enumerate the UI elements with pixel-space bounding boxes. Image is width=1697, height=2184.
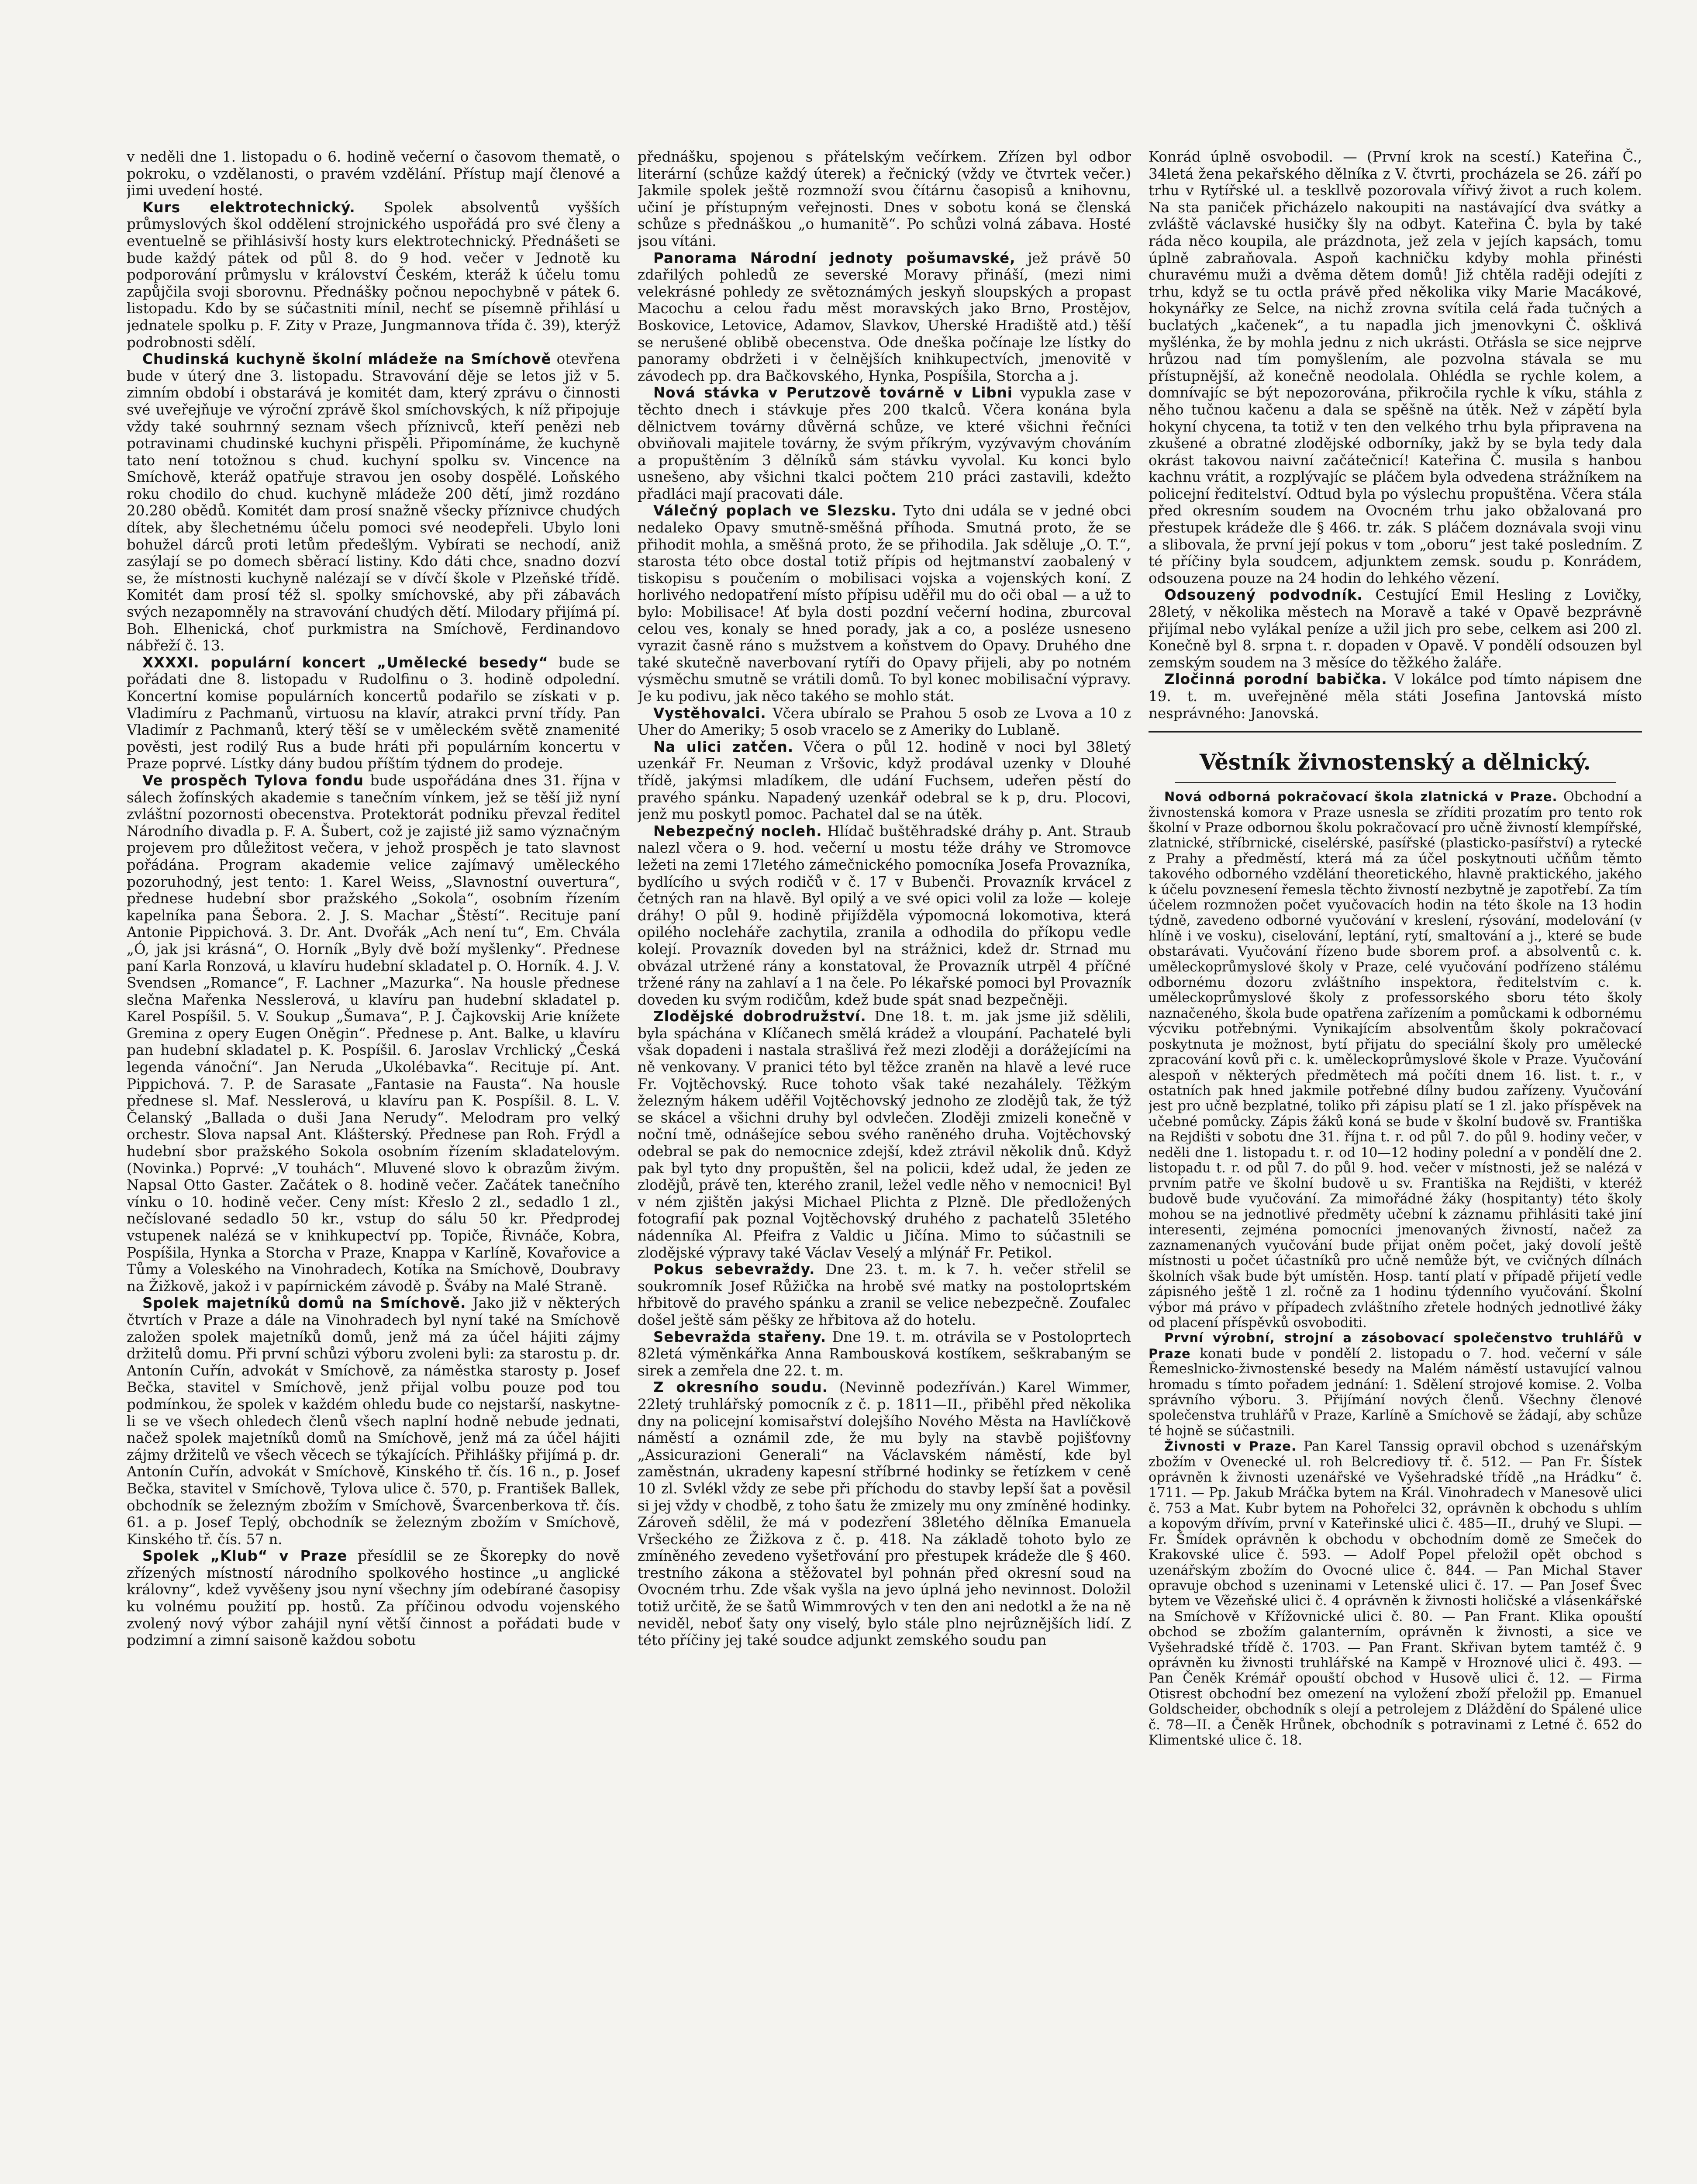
- article-body: jež právě 50 zdařilých pohledů ze severské Moravy přináší, (mezi nimi velekrásné pohledy ze světoznámých jeskyň sloupských a propast Macochu a celou řadu měst moravských jako Brno, Prostějov, Boskovice, Letovice, Adamov, Slavkov, Uherské Hradiště atd.) těší se nerušené oblibě obecenstva. Ode dneška počínaje lze lístky do panoramy obdržeti i v čelnějších knihkupectvích, jmenovitě v závodech pp. dra Bačkovského, Hynka, Pospíšila, Storcha a j.: [638, 249, 1131, 384]
- article-body: Včera o půl 12. hodině v noci byl 38letý uzenkář Fr. Neuman z Vršovic, když prodával uzenky v Dlouhé třídě, jakýmsi mladíkem, dle udání Fuchsem, udeřen pěstí do pravého spánku. Napadený uzenkář odebral se k p, dru. Plocovi, jenž mu poskytl pomoc. Pachatel dal se na útěk.: [638, 738, 1131, 823]
- column-3-news: [1149, 149, 1642, 722]
- columns: [127, 149, 1642, 2184]
- article-paragraph: [638, 250, 1131, 385]
- article-heading: Nová stávka v Perutzově továrně v Libni: [653, 384, 1013, 401]
- article-paragraph: [127, 351, 620, 654]
- article-heading: Nebezpečný nocleh.: [653, 822, 822, 840]
- article-body: bude uspořádána dnes 31. října v sálech žofínských akademie s tanečním vínkem, jež se těší již nyní zvláštní pozornosti obecenstva. Protektorát podniku převzal ředitel Národního divadla p. F. A. Šubert, což je zajisté již samo význačným projevem pro důležitost večera, v jehož prospěch je tato slavnost pořádána. Program akademie velice zajímavý uměleckého pozoruhodný, jest tento: 1. Karel Weiss, „Slavnostní ouvertura“, přednese hudební sbor pražského „Sokola“, osobním řízením kapelníka pana Šebora. 2. J. S. Machar „Štěstí“. Recituje paní Antonie Pippichová. 3. Dr. Ant. Dvořák „Ach není tu“, Em. Chvála „Ó, jak jsi krásná“, O. Horník „Byly dvě boží myšlenky“. Přednese paní Karla Ronzová, u klavíru hudební skladatel p. O. Horník. 4. J. V. Svendsen „Romance“, F. Lachner „Mazurka“. Na housle přednese slečna Mařenka Nesslerová, u klavíru pan hudební skladatel p. Karel Pospíšil. 5. V. Soukup „Šumava“, P. J. Čajkovskij Arie knížete Gremina z opery Eugen Oněgin“. Přednese p. Ant. Balke, u klavíru pan hudební skladatel p. K. Pospíšil. 6. Jaroslav Vrchlický „Česká legenda vánoční“. Jan Neruda „Ukolébavka“. Recituje pí. Ant. Pippichová. 7. P. de Sarasate „Fantasie na Fausta“. Na housle přednese sl. Maf. Nesslerová, u klavíru pan K. Pospíšil. 8. L. V. Čelanský „Ballada o duši Jana Nerudy“. Melodram pro velký orchestr. Slova napsal Ant. Klášterský. Přednese pan Roh. Frýdl a hudební sbor pražského Sokola osobním řízením skladatelovým. (Novinka.) Poprvé: „V touhách“. Mluvené slovo k obrazům živým. Napsal Otto Gaster. Začátek o 8. hodině večer. Začátek tanečního vínku o 10. hodině večer. Ceny míst: Křeslo 2 zl., sedadlo 1 zl., nečíslované sedadlo 50 kr., vstup do sálu 50 kr. Předprodej vstupenek nalézá se v knihkupectví pp. Topiče, Řivnáče, Kobra, Pospíšila, Hynka a Storcha v Praze, Knappa v Karlíně, Kovařovice a Tůmy a Voleského na Vinohradech, Kotíka na Smíchově, Doubravy na Žižkově, jakož i v papírnickém závodě p. Šváby na Malé Straně.: [127, 772, 620, 1295]
- article-paragraph: [127, 654, 620, 772]
- article-body: Dne 23. t. m. k 7. h. večer střelil se soukromník Josef Růžička na hrobě své matky na postoloprtském hřbitově do pravého spánku a zranil se velice nebezpečně. Zoufalec došel ještě sám pěšky ze hřbitova až do hotelu.: [638, 1261, 1131, 1328]
- section-items: [1149, 789, 1642, 1748]
- column-1: [127, 149, 620, 2184]
- section-divider: [1149, 731, 1642, 733]
- article-body: otevřena bude v úterý dne 3. listopadu. Stravování děje se letos již v 5. zimním období i obstarává je komitét dam, který zprávu o činnosti své uveřejňuje ve výroční zprávě škol smíchovských, k níž připojuje vždy také souhrnný seznam všech příznivců, kteří penězi neb potravinami chudinské kuchyni přispěli. Připomínáme, že kuchyně tato není totožnou s chud. kuchyní spolku sv. Vincence na Smíchově, kteráž opatřuje stravou jen osoby dospělé. Loňského roku chodilo do chud. kuchyně mládeže 200 dětí, jimž rozdáno 20.280 obědů. Komitét dam prosí snažně všecky příznivce chudých dítek, aby šlechetnému účelu pomoci své neodepřeli. Ubylo loni bohužel dárců proti letům předešlým. Vybírati se nechodí, aniž zasýlají se po domech sběrací listiny. Kdo dáti chce, snadno dozví se, že místnosti kuchyně nalézají se v dívčí škole v Plzeňské třídě. Komitét dam prosí též sl. spolky smíchovské, aby při zábavách svých nezapomněly na stravování chudých dětí. Milodary přijímá pí. Boh. Elhenická, choť purkmistra na Smíchově, Ferdinandovo nábřeží č. 13.: [127, 351, 620, 654]
- article-heading: Nová odborná pokračovací škola zlatnická v Praze.: [1164, 789, 1558, 805]
- article-paragraph: [1149, 671, 1642, 722]
- article-heading: Pokus sebevraždy.: [653, 1261, 815, 1278]
- section-title: Věstník živnostenský a dělnický.: [1199, 749, 1591, 775]
- article-paragraph: [638, 149, 1131, 250]
- article-paragraph: [638, 1261, 1131, 1328]
- article-paragraph: [1149, 1330, 1642, 1439]
- article-paragraph: [638, 1008, 1131, 1261]
- article-heading: Ve prospěch Tylova fondu: [142, 772, 364, 789]
- article-heading: Zločinná porodní babička.: [1164, 671, 1387, 688]
- article-paragraph: [638, 1379, 1131, 1649]
- article-body: Konrád úplně osvobodil. — (První krok na scestí.) Kateřina Č., 34letá žena pekařského dělníka z V. čtvrti, procházela se 26. září po trhu v Rytířské ul. a teskllvě pozorovala vířivý život a ruch kolem. Na sta paniček přicházelo nakoupiti na nastávající dva svátky a zvláště václavské husičky šly na odbyt. Kateřina Č. byla by také ráda něco koupila, ale prázdnota, jež zela v jejích kapsách, tomu úplně zabraňovala. Aspoň kachničku kdyby mohla přinésti churavému muži a dvěma dětem domů! Již chtěla raději odejíti z trhu, když se tu octla právě před několika viky Marie Macákové, hokynářky ze Selce, na nichž zrovna svítila celá řada tučných a buclatých „kačenek“, a tu napadla jich jmenovkyni Č. ošklivá myšlénka, že by mohla jednu z nich ukrásti. Otřásla se sice nejprve hrůzou nad tím pomyšlením, ale pozvolna stávala se mu přístupnější, až konečně neodolala. Ohlédla se rychle kolem, a domnívajíc se být nepozorována, přikročila rychle k víku, stáhla z něho tučnou kačenu a dala se spěšně na útěk. Než v zápětí byla hokyní chycena, ta totiž v ten den velkého trhu byla připravena na zkušené a obratné zlodějské odborníky, jakž by se byla tedy dala okrást takovou naivní začátečnicí! Kateřina Č. musila s hanbou kachnu vrátit, a rozplývajíc se pláčem byla odvedena strážníkem na policejní ředitelství. Odtud byla po výslechu propuštěna. Včera stála před okresním soudem na Ovocném trhu jako obžalovaná pro přestupek krádeže dle § 466. tr. zák. S pláčem doznávala svoji vinu a slibovala, že první její pokus v tom „oboru“ jest také posledním. Z té příčiny byla soudcem, adjunktem zemsk. soudu p. Konrádem, odsouzena pouze na 24 hodin do lehkého vězení.: [1149, 149, 1642, 587]
- article-paragraph: [127, 199, 620, 351]
- article-heading: Zlodějské dobrodružství.: [653, 1008, 866, 1025]
- article-heading: Chudinská kuchyně školní mládeže na Smíchově: [142, 351, 552, 368]
- article-body: Spolek absolventů vyšších průmyslových škol oddělení strojnického uspořádá pro své členy a eventuelně se přihlásivší hosty kurs elektrotechnický. Přednášeti se bude každý pátek od půl 8. do 9 hod. večer v Jednotě ku podporování průmyslu v království Českém, kteráž k účelu tomu zapůjčila svoji sborovnu. Přednášky počnou nepochybně v pátek 6. listopadu. Kdo by se súčastniti mínil, nechť se písemně přihlásí u jednatele spolku p. F. Zity v Praze, Jungmannova třída č. 39), kterýž podrobnosti sdělí.: [127, 199, 620, 351]
- article-body: Jako již v některých čtvrtích v Praze a dále na Vinohradech byl nyní také na Smíchově založen spolek majetníků domů, jenž má za účel hájiti zájmy držitelů domu. Při první schůzi výboru zvoleni byli: za starostu p. dr. Antonín Cuřín, advokát v Smíchově, za náměstka starosty p. Josef Bečka, stavitel v Smíchově, jenž přijal volbu pouze pod tou podmínkou, že spolek v každém ohledu bude co nejstarší, naskytne-li se ve všech ohledech členů všech naplní hodně nebude jednati, načež spolek majetníků domů na Smíchově, jenž má za účel hájiti zájmy držitelů ve všech věcech se týkajících. Přihlášky přijímá p. dr. Antonín Cuřín, advokát v Smíchově, Kinského tř. čís. 16 n., p. Josef Bečka, stavitel v Smíchově, Tylova ulice č. 570, p. František Ballek, obchodník se železným zbožím v Smíchově, Švarcenberkova tř. čís. 61. a p. Josef Teplý, obchodník se železným zbožím v Smíchově, Kinského tř. čís. 57 n.: [127, 1295, 620, 1548]
- article-paragraph: [1149, 587, 1642, 671]
- article-paragraph: [638, 739, 1131, 823]
- article-body: bude se pořádati dne 8. listopadu v Rudolfinu o 3. hodině odpolední. Koncertní komise populárních koncertů podařilo se získati v p. Vladimíru z Pachmanů, virtuosu na klavír, atrakci první třídy. Pan Vladimír z Pachmanů, který těší se v uměleckém světě znamenité pověsti, jest rodilý Rus a bude hráti při populárním koncertu v Praze poprvé. Lístky dány budou příštím týdnem do prodeje.: [127, 654, 620, 772]
- article-heading: Spolek majetníků domů na Smíchově.: [142, 1295, 466, 1312]
- article-paragraph: [127, 1548, 620, 1649]
- article-paragraph: [638, 502, 1131, 705]
- column-2: [638, 149, 1131, 2184]
- article-body: Obchodní a živnostenská komora v Praze usnesla se zříditi prozatím pro tento rok školní v Praze odbornou školu pokračovací pro učně živností klempířské, zlatnické, stříbrnické, ciselérské, pasířské (plasticko-pasířství) a rytecké z Prahy a předměstí, která má za účel poskytnouti učňům těmto takového odborného vzdělání theoretického, hlavně praktického, jakého k účelu povznesení řemesla těchto živností nezbytně je zapotřebí. Za tím účelem rozmnožen počet vyučovacích hodin na této škole na 13 hodin týdně, zavedeno odborné vyučování v kreslení, rýsování, modelování (v hlíně i ve vosku), ciselování, leptání, rytí, smaltování a j., které se bude obstarávati. Vyučování řízeno bude sborem prof. a absolventů c. k. uměleckoprůmyslové školy v Praze, celé vyučování podřízeno stálému odbornému dozoru zvláštního inspektora, ředitelstvím c. k. uměleckoprůmyslové školy z professorského sboru této školy naznačeného, škola bude opatřena zařízením a pomůckami k odbornému výcviku potřebnými. Vynikajícím absolventům školy pokračovací poskytnuta je možnost, bytí přijatu do speciální školy pro umělecké zpracování kovů při c. k. uměleckoprůmyslové škole v Praze. Vyučování alespoň v některých předmětech má počíti dnem 16. list. t. r., v ostatních pak hned jakmile potřebné dílny budou zařízeny. Vyučování jest pro učně bezplatné, toliko při zápisu platí se 1 zl. jako příspěvek na učebné pomůcky. Zápis žáků koná se bude v školní budově sv. Františka na Rejdišti v sobotu dne 31. října t. r. od půl 7. do půl 9. hodiny večer, v neděli dne 1. listopadu t. r. od 10—12 hodiny polední a v pondělí dne 2. listopadu t. r. od půl 7. do půl 9. hod. večer v místnosti, jež se nalézá v prvním patře ve školní budově u sv. Františka na Rejdišti, v kteréž budově bude vyučování. Za mimořádné žáky (hospitanty) této školy mohou se na jednotlivé předměty učební k záznamu přihlásiti také jiní interesenti, zejména pomocníci jmenovaných živností, načež za zaznamenaných vyučování bude přijat oněm počet, jaký dovolí ještě místnosti u počet účastníků pro učně nemůže být, ve cvičných dílnách školních však bude být umístěn. Hosp. tantí platí v případě přijetí vedle zápisného ještě 1 zl. ročně za 1 hodinu týdenního vyučování. Školní výbor má právo v případech zvláštního zřetele hodných jednotlivé žáky od placení příspěvků osvoboditi.: [1149, 789, 1642, 1330]
- article-body: V lokálce pod tímto nápisem dne 19. t. m. uveřejněné měla státi Josefina Jantovská místo nesprávného: Janovská.: [1149, 671, 1642, 722]
- article-heading: První výrobní, strojní a zásobovací společenstvo truhlářů v Praze: [1149, 1330, 1642, 1361]
- article-heading: Panorama Národní jednoty pošumavské,: [653, 249, 1016, 266]
- article-heading: Sebevražda stařeny.: [653, 1328, 827, 1345]
- article-body: Dne 18. t. m. jak jsme již sdělili, byla spáchána v Klíčanech smělá krádež a vloupání. Pachatelé byli však dopadeni i nastala strašlivá řež mezi zloději a dorážejícími na ně venkovany. V pranici této byl těžce zraněn na hlavě a levé ruce Fr. Vojtěchovský. Ruce tohoto však také nezahálely. Těžkým železným hákem uděřil Vojtěchovský jednoho ze zlodějů tak, že týž se skácel a všichni druhy byl odvlečen. Zloději zmizeli konečně v noční tmě, odnášejíce sebou svého raněného druha. Vojtěchovský odebral se pak do nemocnice zdejší, kdež ztrávil několik dnů. Když pak byl tyto dny propuštěn, šel na policii, kdež udal, že jeden ze zlodějů, právě ten, kterého zranil, ležel vedle něho v nemocnici! Byl v ném zjištěn jakýsi Michael Plichta z Plzně. Dle předložených fotografií pak poznal Vojtěchovský druhého z pachatelů 35letého nádenníka Al. Pfeifra z Valdic u Jičína. Mimo to súčastnili se zlodějské výpravy také Václav Veselý a mlýnář Fr. Petikol.: [638, 1008, 1131, 1261]
- article-paragraph: [1149, 789, 1642, 1330]
- article-heading: Z okresního soudu.: [653, 1379, 828, 1396]
- section-title-rule: [1175, 782, 1616, 783]
- article-body: Cestující Emil Hesling z Lovičky, 28letý, v několika městech na Moravě a také v Opavě bezprávně přijímal nebo vylákal peníze a užil jich pro sebe, celkem asi 200 zl. Konečně byl 8. srpna t. r. dopaden v Opavě. V pondělí odsouzen byl zemským soudem na 3 měsíce do těžkého žaláře.: [1149, 587, 1642, 671]
- article-heading: Válečný poplach ve Slezsku.: [653, 502, 897, 519]
- article-heading: Na ulici zatčen.: [653, 738, 794, 755]
- article-body: Dne 19. t. m. otrávila se v Postoloprtech 82letá výměnkářka Anna Rambousková kostíkem, seškrabaným se sirek a zemřela dne 22. t. m.: [638, 1328, 1131, 1379]
- article-body: Pan Karel Tanssig opravil obchod s uzenářským zbožím v Ovenecké ul. roh Belcrediovy tř. č. 512. — Pan Fr. Šístek oprávněn k živnosti uzenářské ve Vyšehradské třídě „na Hrádku“ č. 1711. — Pp. Jakub Mráčka bytem na Král. Vinohradech v Manesově ulici č. 753 a Mat. Kubr bytem na Pohořelci 32, oprávněn k obchodu s uhlím a kopovým dřívím, první v Kateřinské ulici č. 485—II., druhý ve Slupi. — Fr. Šmídek oprávněn k obchodu v obchodním domě ze Smeček do Krakovské ulice č. 593. — Adolf Popel přeložil opět obchod s uzenářským zbožím do Ovocné ulice č. 844. — Pan Michal Staver opravuje obchod s uzeninami v Letenské ulici č. 17. — Pan Josef Švec bytem ve Vězeňské ulici č. 4 oprávněn k živnosti holičské a vlásenkářské na Smíchově v Křížovnické ulici č. 80. — Pan Frant. Klika opouští obchod se zbožím galanterním, oprávněn k živnosti, a sice ve Vyšehradské třídě č. 1703. — Pan Frant. Skřivan bytem tamtéž č. 9 oprávněn ku živnosti truhlářské na Kampě v Hroznové ulici č. 493. — Pan Čeněk Krémář opouští obchod v Husově ulici č. 12. — Firma Otisrest obchodní bez omezení na vyložení zboží přeložil pp. Emanuel Goldscheider, obchodník s olejí a petrolejem z Dláždění do Spálené ulice č. 78—II. a Čeněk Hrůnek, obchodník s potravinami z Letné č. 652 do Klimentské ulice č. 18.: [1149, 1439, 1642, 1748]
- article-body: Hlídač buštěhradské dráhy p. Ant. Straub nalezl včera o 9. hod. večerní u mostu téže dráhy ve Stromovce ležeti na zemi 17letého zámečnického pomocníka Josefa Provazníka, bydlícího u svých rodičů v č. 17 v Bubenči. Provazník krvácel z četných ran na hlavě. Byl opilý a ve své opici volil za lože — koleje dráhy! O půl 9. hodině přijížděla výpomocná lokomotiva, která opilého nocleháře zachytila, zranila a odhodila do příkopu vedle kolejí. Provazník doveden byl na strážnici, kdež dr. Strnad mu obvázal utržené rány a konstatoval, že Provazník utrpěl 4 příčné tržené rány na zahlaví a 1 na čele. Po lékařské pomoci byl Provazník doveden ku svým rodičům, kdež bude spát snad bezpečněji.: [638, 822, 1131, 1008]
- article-body: Tyto dni udála se v jedné obci nedaleko Opavy smutně-směšná příhoda. Smutná proto, že se přihodit mohla, a směšná proto, že se přihodila. Jak sděluje „O. T.“, starosta této obce dostal totiž přípis od hejtmanství zaobalený v tiskopisu s poučením o mobilisaci vojska a vojenských koní. Z horlivého nedopatření místo přípisu uděřil mu do oči obal — a už to bylo: Mobilisace! Ať byla dosti pozdní večerní hodina, zburcoval celou ves, konaly se hned porady, jak a co, a posléze usneseno vyrazit časně ráno s mužstvem a koňstvem do Opavy. Druhého dne také skutečně naverbovaní rytíři do Opavy přijeli, aby po notném výsměchu smutně se vrátili domů. To byl konec mobilisační výpravy. Je ku podivu, jak něco takého se mohlo stát.: [638, 502, 1131, 705]
- article-heading: Živnosti v Praze.: [1164, 1439, 1297, 1454]
- article-paragraph: [638, 823, 1131, 1009]
- article-heading: XXXXI. populární koncert „Umělecké besedy“: [142, 654, 548, 671]
- article-body: konati bude v pondělí 2. listopadu o 7. hod. večerní v sále Řemeslnicko-živnostenské besedy na Malém náměstí ustavující valnou hromadu s tímto pořadem jednání: 1. Sdělení strojové komise. 2. Volba správního výboru. 3. Přijímání nových členů. Všechny členové společenstva truhlářů v Praze, Karlíně a Smíchově se žádají, aby schůze té hojně se súčastnili.: [1149, 1346, 1642, 1439]
- article-paragraph: [1149, 1439, 1642, 1748]
- article-paragraph: [1149, 149, 1642, 587]
- article-paragraph: [638, 384, 1131, 502]
- article-body: Včera ubíralo se Prahou 5 osob ze Lvova a 10 z Uher do Ameriky; 5 osob vracelo se z Ameriky do Lublaně.: [638, 705, 1131, 739]
- article-paragraph: [127, 1295, 620, 1548]
- article-heading: Vystěhovalci.: [653, 705, 766, 722]
- article-body: přesídlil se ze Škorepky do nově zřízených místností národního spolkového hostince „u anglické královny“, kdež vyvěšeny jsou nyní všechny jím odebírané časopisy ku volnému použití pp. hostů. Za příčinou odvodu vojenského zvolený nový výbor zahájil nyní větší činnost a pořádati bude v podzimní a zimní saisoně každou sobotu: [127, 1548, 620, 1649]
- article-heading: Kurs elektrotechnický.: [142, 199, 355, 216]
- article-body: vypukla zase v těchto dnech i stávkuje přes 200 tkalců. Včera konána byla dělnictvem továrny důvěrná schůze, ve které všichni řečníci obviňovali majitele továrny, že svým příkrým, vyzývavým chováním a propuštěním 3 dělníků sám stávku vyvolal. Ku konci bylo usnešeno, aby všichni tkalci počtem 210 práci zastavili, kdežto přadláci mají pracovati dále.: [638, 384, 1131, 502]
- article-paragraph: [127, 149, 620, 199]
- article-paragraph: [127, 772, 620, 1295]
- article-paragraph: [638, 705, 1131, 739]
- article-heading: Spolek „Klub“ v Praze: [142, 1548, 348, 1565]
- article-body: v neděli dne 1. listopadu o 6. hodině večerní o časovom thematě, o pokroku, o vzdělanosti, o pravém vzdělání. Přístup mají členové a jimi uvedení hosté.: [127, 149, 620, 199]
- article-body: přednášku, spojenou s přátelským večírkem. Zřízen byl odbor literární (schůze každý úterek) a řečnický (vždy ve čtvrtek večer.) Jakmile spolek ještě rozmnoží svou čítárnu časopisů a knihovnu, učiní je přístupným veřejnosti. Dnes v sobotu koná se členská schůze s přednáškou „o humanitě“. Po schůzi volná zábava. Hosté jsou vítáni.: [638, 149, 1131, 249]
- article-body: (Nevinně podezříván.) Karel Wimmer, 22letý truhlářský pomocník z č. p. 1811—II., přiběhl před několika dny na policejní komisařství dolejšího Nového Města na Havlíčkově náměstí a oznámil zde, že mu byly na stavbě pojišťovny „Assicurazioni Generali“ na Václavském náměstí, kde byl zaměstnán, ukradeny kapesní stříbrné hodinky se řetízkem v ceně 10 zl. Svlékl vždy ze sebe při příchodu do stavby lepší šat a pověsil si jej vždy v chodbě, z toho šatu že zmizely mu ony zmíněné hodinky. Zároveň sdělil, že má v podezření 38letého dělníka Emanuela Vršeckého ze Žižkova z č. p. 418. Na základě tohoto bylo ze zmíněného zevedeno vyšetřování pro přestupek krádeže dle § 460. trestního zákona a stěžovatel byl pohnán před okresní soud na Ovocném trhu. Zde však vyšla na jevo úplná jeho nevinnost. Doložil totiž určitě, že se šatů Wimmrových v ten den ani nedotkl a že na ně neviděl, neboť šaty ony viselý, bylo stále plno nejrůznějších lidí. Z této příčiny jej také soudce adjunkt zemského soudu pan: [638, 1379, 1131, 1649]
- article-heading: Odsouzený podvodník.: [1164, 587, 1363, 604]
- article-paragraph: [638, 1329, 1131, 1379]
- column-3: [1149, 149, 1642, 2184]
